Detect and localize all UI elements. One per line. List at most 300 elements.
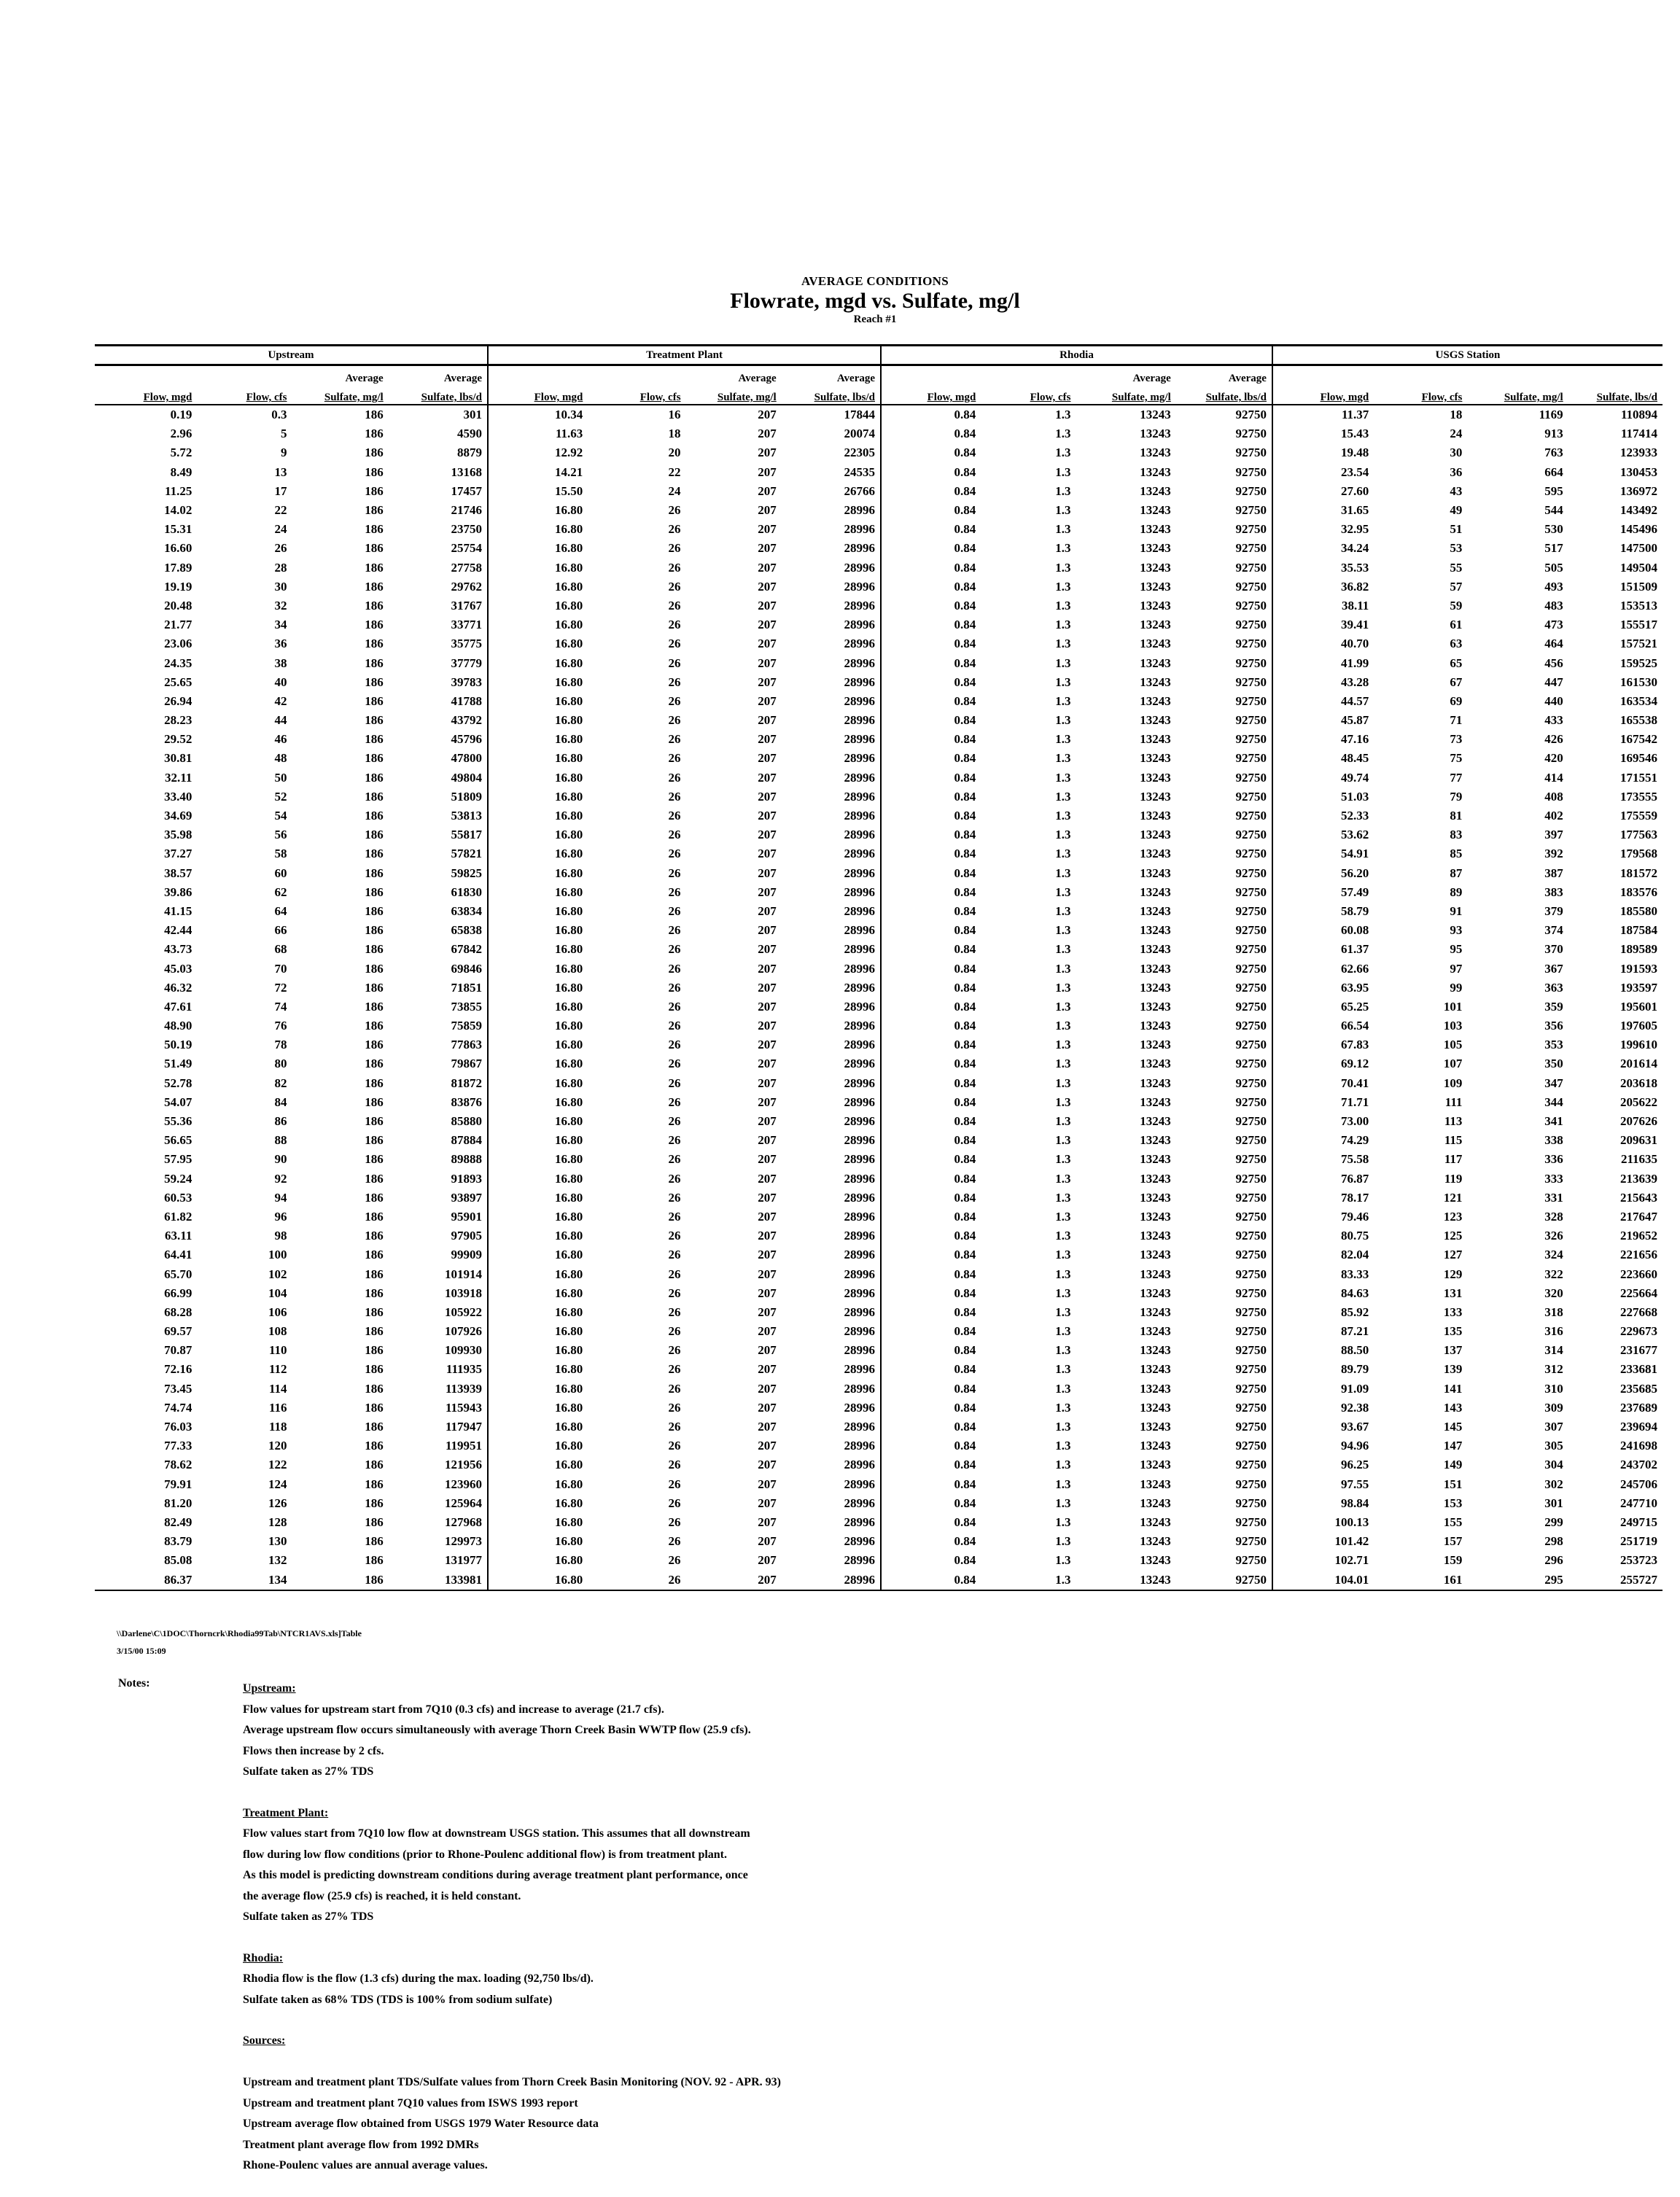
table-cell: 207 bbox=[758, 1171, 777, 1186]
table-cell: 0.84 bbox=[954, 1420, 976, 1434]
table-cell: 91 bbox=[1450, 903, 1463, 918]
table-row bbox=[95, 539, 1662, 558]
table-cell: 35.98 bbox=[164, 828, 192, 842]
table-cell: 420 bbox=[1544, 751, 1563, 766]
table-cell: 34 bbox=[274, 618, 287, 632]
table-cell: 45.87 bbox=[1341, 713, 1369, 728]
table-cell: 0.84 bbox=[954, 884, 976, 899]
table-cell: 101 bbox=[1443, 999, 1463, 1014]
table-cell: 128 bbox=[268, 1514, 287, 1529]
table-cell: 10.34 bbox=[555, 408, 583, 422]
column-header-label: Flow, mgd bbox=[1320, 392, 1369, 403]
table-cell: 186 bbox=[365, 1209, 384, 1224]
table-cell: 186 bbox=[365, 503, 384, 518]
table-cell: 125 bbox=[1443, 1229, 1463, 1243]
table-cell: 87 bbox=[1450, 866, 1463, 880]
table-cell: 26 bbox=[668, 1496, 681, 1510]
table-row bbox=[95, 1093, 1662, 1112]
table-cell: 207 bbox=[758, 770, 777, 785]
table-cell: 28996 bbox=[782, 769, 881, 788]
table-cell: 63.95 bbox=[1341, 980, 1369, 995]
table-cell: 18 bbox=[1450, 408, 1463, 422]
table-cell: 24 bbox=[1450, 427, 1463, 441]
table-cell: 134 bbox=[197, 1570, 292, 1590]
table-cell: 186 bbox=[365, 942, 384, 957]
table-cell: 1.3 bbox=[1055, 1477, 1071, 1491]
table-cell: 133 bbox=[1443, 1304, 1463, 1319]
table-cell: 186 bbox=[365, 1362, 384, 1377]
table-cell: 39.86 bbox=[164, 884, 192, 899]
table-row bbox=[95, 1303, 1662, 1322]
table-cell: 13243 bbox=[1140, 503, 1171, 518]
table-cell: 26 bbox=[668, 980, 681, 995]
table-row bbox=[95, 1418, 1662, 1436]
table-cell: 1.3 bbox=[1055, 1362, 1071, 1377]
table-cell: 28996 bbox=[782, 1170, 881, 1189]
table-cell: 161530 bbox=[1620, 674, 1657, 689]
table-cell: 94 bbox=[274, 1190, 287, 1205]
table-cell: 23.54 bbox=[1341, 464, 1369, 479]
table-cell: 207 bbox=[758, 1286, 777, 1300]
table-cell: 186 bbox=[365, 847, 384, 861]
table-cell: 186 bbox=[365, 1439, 384, 1453]
table-cell: 13243 bbox=[1140, 923, 1171, 938]
table-row bbox=[95, 692, 1662, 711]
table-cell: 318 bbox=[1544, 1304, 1563, 1319]
table-cell: 127968 bbox=[389, 1513, 488, 1532]
data-table bbox=[95, 344, 1662, 1591]
table-cell: 92750 bbox=[1176, 1093, 1272, 1112]
table-cell: 207 bbox=[758, 1076, 777, 1090]
table-cell: 392 bbox=[1544, 847, 1563, 861]
table-cell: 186 bbox=[365, 560, 384, 575]
table-cell: 1.3 bbox=[1055, 1171, 1071, 1186]
table-cell: 186 bbox=[365, 1152, 384, 1167]
table-cell: 324 bbox=[1544, 1248, 1563, 1262]
table-cell: 1.3 bbox=[1055, 809, 1071, 823]
table-cell: 517 bbox=[1544, 541, 1563, 556]
table-cell: 447 bbox=[1544, 674, 1563, 689]
table-cell: 51.03 bbox=[1341, 789, 1369, 804]
table-cell: 47.61 bbox=[164, 999, 192, 1014]
table-cell: 28996 bbox=[782, 1150, 881, 1169]
table-cell: 0.84 bbox=[954, 1534, 976, 1549]
table-cell: 76 bbox=[274, 1019, 287, 1033]
table-cell: 186 bbox=[365, 1534, 384, 1549]
table-cell: 77.33 bbox=[164, 1439, 192, 1453]
notes-subsection bbox=[243, 1679, 1337, 1783]
table-cell: 92750 bbox=[1176, 864, 1272, 883]
table-cell: 28996 bbox=[782, 940, 881, 959]
table-cell: 92750 bbox=[1176, 653, 1272, 672]
table-cell: 177563 bbox=[1620, 828, 1657, 842]
table-cell: 132 bbox=[268, 1553, 287, 1568]
table-cell: 0.84 bbox=[954, 618, 976, 632]
table-cell: 72.16 bbox=[164, 1362, 192, 1377]
table-cell: 175559 bbox=[1620, 809, 1657, 823]
table-cell: 13243 bbox=[1140, 847, 1171, 861]
table-cell: 207 bbox=[758, 464, 777, 479]
table-cell: 112 bbox=[268, 1362, 287, 1377]
notes-line: Average upstream flow occurs simultaneously with average Thorn Creek Basin WWTP flow (25.9 cfs). bbox=[243, 1724, 751, 1736]
table-cell: 13243 bbox=[1140, 1267, 1171, 1281]
table-cell: 86 bbox=[274, 1114, 287, 1129]
table-cell: 13243 bbox=[1140, 1248, 1171, 1262]
table-cell: 28996 bbox=[782, 673, 881, 692]
table-cell: 155517 bbox=[1620, 618, 1657, 632]
table-cell: 0.84 bbox=[954, 1248, 976, 1262]
table-cell: 28996 bbox=[782, 1475, 881, 1494]
table-cell: 79 bbox=[1450, 789, 1463, 804]
table-cell: 70.41 bbox=[1341, 1076, 1369, 1090]
table-cell: 124 bbox=[268, 1477, 287, 1491]
table-cell: 205622 bbox=[1620, 1094, 1657, 1109]
table-cell: 47.16 bbox=[1341, 732, 1369, 747]
table-cell: 36 bbox=[274, 637, 287, 651]
table-cell: 99909 bbox=[389, 1245, 488, 1264]
table-cell: 433 bbox=[1544, 713, 1563, 728]
table-cell: 16.80 bbox=[555, 1439, 583, 1453]
table-cell: 76.87 bbox=[1341, 1171, 1369, 1186]
table-cell: 61.37 bbox=[1341, 942, 1369, 957]
table-cell: 16.80 bbox=[555, 1038, 583, 1052]
table-cell: 82.49 bbox=[164, 1514, 192, 1529]
table-cell: 186 bbox=[365, 1114, 384, 1129]
table-cell: 16.80 bbox=[555, 1496, 583, 1510]
table-cell: 167542 bbox=[1620, 732, 1657, 747]
table-cell: 387 bbox=[1544, 866, 1563, 880]
table-cell: 23750 bbox=[389, 520, 488, 539]
table-cell: 13243 bbox=[1140, 1324, 1171, 1339]
table-cell: 28996 bbox=[782, 692, 881, 711]
column-header bbox=[588, 385, 685, 405]
table-cell: 16.80 bbox=[555, 656, 583, 670]
table-cell: 350 bbox=[1544, 1057, 1563, 1071]
table-row bbox=[95, 769, 1662, 788]
table-cell: 13243 bbox=[1140, 1171, 1171, 1186]
table-cell: 186 bbox=[365, 1514, 384, 1529]
table-cell: 312 bbox=[1544, 1362, 1563, 1377]
table-cell: 92750 bbox=[1176, 1074, 1272, 1093]
table-cell: 207 bbox=[758, 427, 777, 441]
table-cell: 92750 bbox=[1176, 1436, 1272, 1455]
table-cell: 16.60 bbox=[164, 541, 192, 556]
table-cell: 0.84 bbox=[954, 1286, 976, 1300]
table-cell: 48 bbox=[274, 751, 287, 766]
table-cell: 363 bbox=[1544, 980, 1563, 995]
table-cell: 92.38 bbox=[1341, 1400, 1369, 1415]
table-cell: 17844 bbox=[782, 405, 881, 424]
table-cell: 186 bbox=[365, 427, 384, 441]
table-cell: 26 bbox=[668, 1439, 681, 1453]
table-cell: 82.04 bbox=[1341, 1248, 1369, 1262]
table-cell: 1.3 bbox=[1055, 503, 1071, 518]
table-cell: 92750 bbox=[1176, 788, 1272, 806]
table-cell: 44.57 bbox=[1341, 693, 1369, 708]
table-cell: 255727 bbox=[1568, 1570, 1662, 1590]
table-cell: 16.80 bbox=[555, 1248, 583, 1262]
table-cell: 92750 bbox=[1176, 1150, 1272, 1169]
table-cell: 0.84 bbox=[954, 541, 976, 556]
table-cell: 29.52 bbox=[164, 732, 192, 747]
table-cell: 16.80 bbox=[555, 693, 583, 708]
table-cell: 13243 bbox=[1140, 1496, 1171, 1510]
table-cell: 169546 bbox=[1620, 751, 1657, 766]
table-cell: 113939 bbox=[389, 1380, 488, 1399]
table-cell: 77 bbox=[1450, 770, 1463, 785]
table-row bbox=[95, 788, 1662, 806]
table-cell: 79867 bbox=[389, 1054, 488, 1073]
table-cell: 1.3 bbox=[1055, 618, 1071, 632]
table-cell: 97.55 bbox=[1341, 1477, 1369, 1491]
column-header-label: Flow, cfs bbox=[639, 392, 681, 403]
table-cell: 161 bbox=[1374, 1570, 1467, 1590]
table-cell: 186 bbox=[365, 637, 384, 651]
table-cell: 64 bbox=[274, 903, 287, 918]
notes-section bbox=[243, 1679, 1337, 2197]
table-cell: 159 bbox=[1443, 1553, 1463, 1568]
table-row bbox=[95, 1341, 1662, 1360]
table-cell: 92750 bbox=[1176, 1245, 1272, 1264]
table-cell: 78.62 bbox=[164, 1458, 192, 1472]
table-cell: 13243 bbox=[1140, 579, 1171, 594]
table-cell: 80 bbox=[274, 1057, 287, 1071]
table-cell: 92750 bbox=[1176, 806, 1272, 825]
table-row bbox=[95, 634, 1662, 653]
table-cell: 207 bbox=[758, 1304, 777, 1319]
table-cell: 1.3 bbox=[1055, 1458, 1071, 1472]
table-cell: 13243 bbox=[1140, 1514, 1171, 1529]
header-average: Average bbox=[1132, 373, 1171, 384]
table-cell: 42.44 bbox=[164, 923, 192, 938]
table-cell: 913 bbox=[1544, 427, 1563, 441]
table-cell: 13243 bbox=[1140, 1286, 1171, 1300]
column-header-label: Flow, mgd bbox=[143, 392, 192, 403]
table-cell: 26 bbox=[668, 637, 681, 651]
table-cell: 207 bbox=[758, 656, 777, 670]
table-cell: 322 bbox=[1544, 1267, 1563, 1281]
table-cell: 1.3 bbox=[1055, 1094, 1071, 1109]
table-cell: 28996 bbox=[782, 730, 881, 749]
column-header bbox=[981, 385, 1076, 405]
table-cell: 28996 bbox=[782, 1074, 881, 1093]
table-cell: 207 bbox=[758, 1477, 777, 1491]
table-cell: 0.84 bbox=[954, 1019, 976, 1033]
table-cell: 28996 bbox=[782, 959, 881, 978]
table-cell: 26 bbox=[668, 618, 681, 632]
table-cell: 207 bbox=[758, 1458, 777, 1472]
table-cell: 75 bbox=[1450, 751, 1463, 766]
table-cell: 26 bbox=[668, 999, 681, 1014]
table-row bbox=[95, 844, 1662, 863]
table-cell: 207 bbox=[758, 1362, 777, 1377]
file-path-footer bbox=[117, 1625, 362, 1660]
table-cell: 31767 bbox=[389, 596, 488, 615]
table-cell: 28996 bbox=[782, 1245, 881, 1264]
table-row bbox=[95, 940, 1662, 959]
table-cell: 237689 bbox=[1620, 1400, 1657, 1415]
table-row bbox=[95, 1532, 1662, 1551]
table-cell: 11.25 bbox=[165, 483, 192, 498]
table-cell: 26 bbox=[668, 598, 681, 613]
table-cell: 186 bbox=[365, 1343, 384, 1358]
table-cell: 92750 bbox=[1176, 730, 1272, 749]
table-cell: 186 bbox=[365, 961, 384, 976]
table-cell: 13243 bbox=[1140, 522, 1171, 537]
table-cell: 370 bbox=[1544, 942, 1563, 957]
table-cell: 139 bbox=[1443, 1362, 1463, 1377]
table-cell: 16.80 bbox=[555, 1458, 583, 1472]
column-header bbox=[488, 385, 588, 405]
table-cell: 28996 bbox=[782, 749, 881, 768]
table-cell: 0.84 bbox=[954, 464, 976, 479]
table-cell: 13243 bbox=[1140, 770, 1171, 785]
report-heading: AVERAGE CONDITIONS bbox=[801, 274, 949, 288]
table-cell: 207 bbox=[758, 1514, 777, 1529]
table-cell: 34.24 bbox=[1341, 541, 1369, 556]
table-cell: 75859 bbox=[389, 1016, 488, 1035]
table-cell: 207 bbox=[758, 1324, 777, 1339]
table-cell: 207 bbox=[758, 408, 777, 422]
table-cell: 21.77 bbox=[164, 618, 192, 632]
table-cell: 93897 bbox=[389, 1189, 488, 1208]
table-cell: 92750 bbox=[1176, 1570, 1272, 1590]
table-cell: 186 bbox=[365, 884, 384, 899]
table-cell: 102.71 bbox=[1334, 1553, 1369, 1568]
notes-line: Upstream and treatment plant 7Q10 values from ISWS 1993 report bbox=[243, 2096, 578, 2109]
table-cell: 27758 bbox=[389, 559, 488, 578]
table-cell: 105922 bbox=[389, 1303, 488, 1322]
table-cell: 26 bbox=[668, 1229, 681, 1243]
table-cell: 16.80 bbox=[555, 713, 583, 728]
table-cell: 46.32 bbox=[164, 980, 192, 995]
table-cell: 92750 bbox=[1176, 463, 1272, 482]
table-cell: 13243 bbox=[1140, 1553, 1171, 1568]
table-cell: 16.80 bbox=[555, 1534, 583, 1549]
table-cell: 92750 bbox=[1176, 902, 1272, 921]
table-cell: 207 bbox=[758, 1019, 777, 1033]
table-cell: 56.65 bbox=[164, 1133, 192, 1148]
table-cell: 16.80 bbox=[555, 1190, 583, 1205]
table-cell: 65.25 bbox=[1341, 999, 1369, 1014]
table-cell: 95 bbox=[1450, 942, 1463, 957]
table-cell: 73855 bbox=[389, 998, 488, 1016]
table-cell: 13243 bbox=[1140, 1057, 1171, 1071]
table-cell: 187584 bbox=[1620, 923, 1657, 938]
column-header-label: Flow, cfs bbox=[246, 392, 287, 403]
table-cell: 125964 bbox=[389, 1494, 488, 1513]
table-cell: 333 bbox=[1544, 1171, 1563, 1186]
table-cell: 1.3 bbox=[1055, 1019, 1071, 1033]
table-cell: 0.84 bbox=[954, 1514, 976, 1529]
table-cell: 123 bbox=[1443, 1209, 1463, 1224]
table-cell: 103918 bbox=[389, 1284, 488, 1303]
column-header bbox=[881, 385, 981, 405]
table-cell: 56.20 bbox=[1341, 866, 1369, 880]
table-cell: 48.90 bbox=[164, 1019, 192, 1033]
table-cell: 71 bbox=[1450, 713, 1463, 728]
table-cell: 92750 bbox=[1176, 1380, 1272, 1399]
table-cell: 1.3 bbox=[1055, 1439, 1071, 1453]
table-cell: 26 bbox=[668, 1038, 681, 1052]
table-cell: 231677 bbox=[1620, 1343, 1657, 1358]
table-cell: 28996 bbox=[782, 1131, 881, 1150]
table-cell: 16.80 bbox=[555, 1477, 583, 1491]
table-cell: 90 bbox=[274, 1152, 287, 1167]
notes-subsection bbox=[243, 1803, 1337, 1928]
table-cell: 1.3 bbox=[1055, 1190, 1071, 1205]
table-cell: 473 bbox=[1544, 618, 1563, 632]
table-cell: 0.84 bbox=[954, 828, 976, 842]
table-cell: 92750 bbox=[1176, 825, 1272, 844]
table-cell: 16.80 bbox=[555, 1324, 583, 1339]
table-cell: 2.96 bbox=[170, 427, 192, 441]
notes-subsection-title: Upstream: bbox=[243, 1682, 296, 1695]
table-cell: 96.25 bbox=[1341, 1458, 1369, 1472]
table-cell: 15.31 bbox=[164, 522, 192, 537]
table-row bbox=[95, 1513, 1662, 1532]
table-cell: 66 bbox=[274, 923, 287, 938]
table-cell: 93.67 bbox=[1341, 1420, 1369, 1434]
table-cell: 341 bbox=[1544, 1114, 1563, 1129]
table-cell: 207 bbox=[758, 1209, 777, 1224]
table-cell: 92750 bbox=[1176, 559, 1272, 578]
table-cell: 28996 bbox=[782, 1341, 881, 1360]
table-cell: 13243 bbox=[1140, 1304, 1171, 1319]
table-cell: 24535 bbox=[782, 463, 881, 482]
table-cell: 136972 bbox=[1620, 483, 1657, 498]
table-cell: 13243 bbox=[1140, 1477, 1171, 1491]
table-cell: 326 bbox=[1544, 1229, 1563, 1243]
table-cell: 207 bbox=[758, 1343, 777, 1358]
table-cell: 305 bbox=[1544, 1439, 1563, 1453]
table-cell: 92750 bbox=[1176, 1264, 1272, 1283]
table-cell: 30 bbox=[1450, 446, 1463, 460]
table-cell: 16.80 bbox=[555, 961, 583, 976]
table-cell: 92750 bbox=[1176, 539, 1272, 558]
table-cell: 149 bbox=[1443, 1458, 1463, 1472]
table-row bbox=[95, 1322, 1662, 1341]
table-cell: 186 bbox=[365, 1381, 384, 1396]
table-cell: 68 bbox=[274, 942, 287, 957]
table-cell: 28996 bbox=[782, 1189, 881, 1208]
table-cell: 92750 bbox=[1176, 424, 1272, 443]
table-cell: 13243 bbox=[1140, 427, 1171, 441]
table-cell: 69846 bbox=[389, 959, 488, 978]
table-cell: 186 bbox=[365, 999, 384, 1014]
table-cell: 0.84 bbox=[954, 903, 976, 918]
table-cell: 233681 bbox=[1620, 1362, 1657, 1377]
table-cell: 1.3 bbox=[1055, 560, 1071, 575]
table-cell: 26 bbox=[668, 1381, 681, 1396]
table-cell: 13243 bbox=[1140, 961, 1171, 976]
table-cell: 45796 bbox=[389, 730, 488, 749]
notes-line: Sulfate taken as 68% TDS (TDS is 100% from sodium sulfate) bbox=[243, 1993, 553, 2006]
print-timestamp: 3/15/00 15:09 bbox=[117, 1646, 166, 1656]
table-cell: 28996 bbox=[782, 1208, 881, 1226]
table-cell: 84.63 bbox=[1341, 1286, 1369, 1300]
table-cell: 186 bbox=[365, 1477, 384, 1491]
table-row bbox=[95, 1112, 1662, 1131]
table-cell: 186 bbox=[365, 1171, 384, 1186]
table-cell: 53.62 bbox=[1341, 828, 1369, 842]
table-cell: 16.80 bbox=[555, 732, 583, 747]
table-cell: 186 bbox=[365, 1286, 384, 1300]
table-cell: 0.84 bbox=[954, 1304, 976, 1319]
table-cell: 47800 bbox=[389, 749, 488, 768]
table-cell: 186 bbox=[365, 751, 384, 766]
table-cell: 1.3 bbox=[1055, 1400, 1071, 1415]
